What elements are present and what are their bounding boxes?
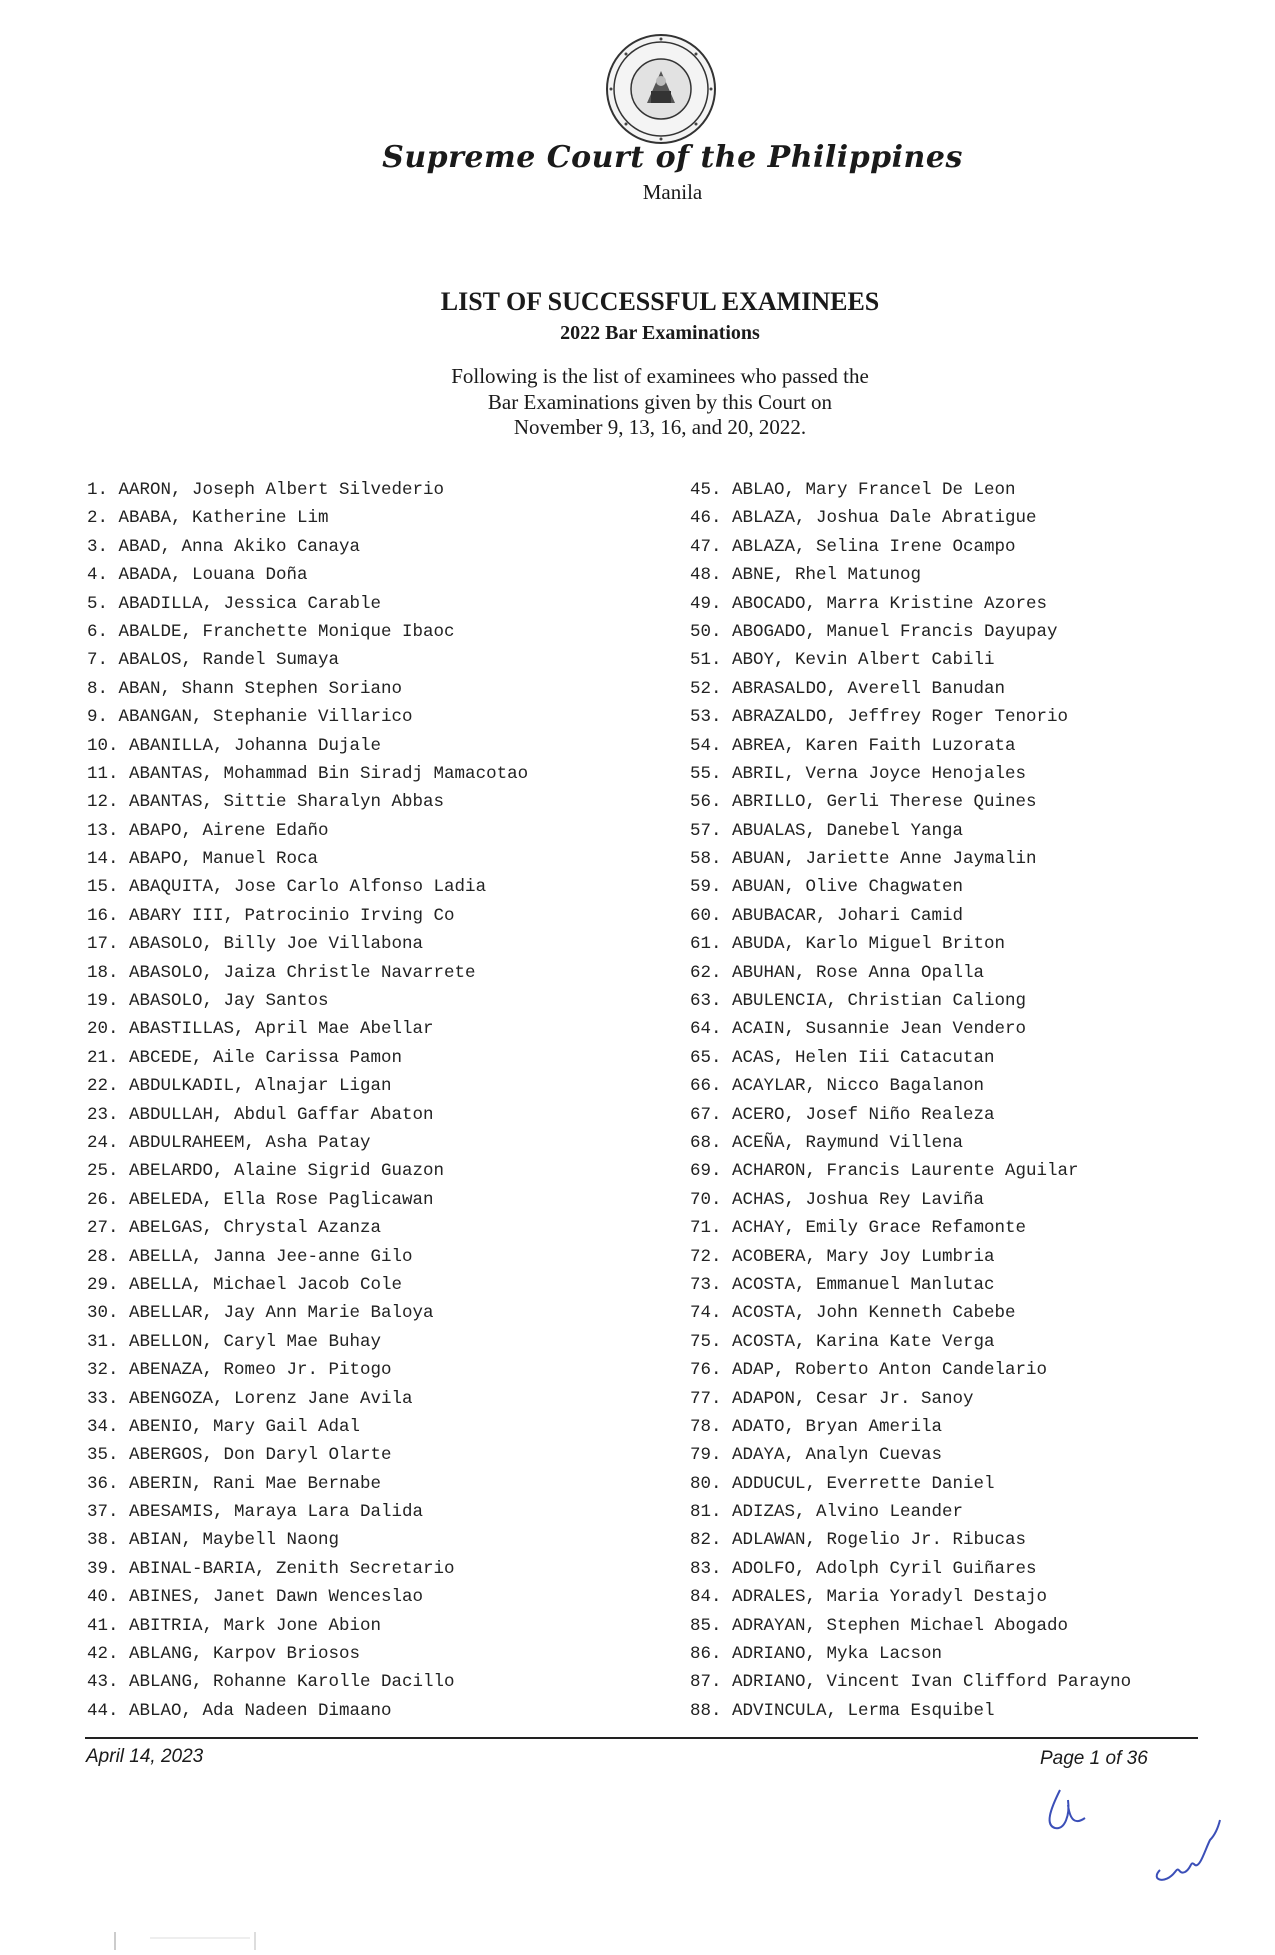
examinee-entry: 66. ACAYLAR, Nicco Bagalanon	[690, 1076, 985, 1097]
examinee-entry: 23. ABDULLAH, Abdul Gaffar Abaton	[87, 1104, 434, 1125]
intro-paragraph	[410, 364, 910, 441]
examinee-entry: 12. ABANTAS, Sittie Sharalyn Abbas	[87, 792, 445, 813]
examinee-entry: 68. ACEÑA, Raymund Villena	[690, 1132, 964, 1153]
examinee-entry: 36. ABERIN, Rani Mae Bernabe	[87, 1473, 382, 1494]
examinee-entry: 38. ABIAN, Maybell Naong	[87, 1530, 340, 1551]
examinee-entry: 47. ABLAZA, Selina Irene Ocampo	[690, 536, 1016, 557]
examinee-entry: 84. ADRALES, Maria Yoradyl Destajo	[690, 1587, 1048, 1608]
examinee-entry: 76. ADAP, Roberto Anton Candelario	[690, 1360, 1048, 1381]
supreme-court-seal-icon	[605, 33, 717, 145]
page-number: Page 1 of 36	[1040, 1748, 1148, 1769]
examinee-entry: 41. ABITRIA, Mark Jone Abion	[87, 1615, 382, 1636]
examinee-entry: 74. ACOSTA, John Kenneth Cabebe	[690, 1303, 1016, 1324]
examinee-entry: 26. ABELEDA, Ella Rose Paglicawan	[87, 1189, 434, 1210]
page-subtitle: 2022 Bar Examinations	[560, 322, 760, 344]
examinee-entry: 16. ABARY III, Patrocinio Irving Co	[87, 905, 455, 926]
examinee-entry: 6. ABALDE, Franchette Monique Ibaoc	[87, 621, 455, 642]
examinee-entry: 21. ABCEDE, Aile Carissa Pamon	[87, 1047, 403, 1068]
scan-artifact	[0, 1930, 1275, 1950]
examinee-entry: 10. ABANILLA, Johanna Dujale	[87, 735, 382, 756]
examinee-entry: 43. ABLANG, Rohanne Karolle Dacillo	[87, 1672, 455, 1693]
examinee-entry: 3. ABAD, Anna Akiko Canaya	[87, 536, 361, 557]
examinee-entry: 20. ABASTILLAS, April Mae Abellar	[87, 1019, 434, 1040]
examinee-entry: 63. ABULENCIA, Christian Caliong	[690, 991, 1027, 1012]
examinee-entry: 34. ABENIO, Mary Gail Adal	[87, 1416, 361, 1437]
examinee-entry: 42. ABLANG, Karpov Briosos	[87, 1644, 361, 1665]
examinee-entry: 55. ABRIL, Verna Joyce Henojales	[690, 763, 1027, 784]
examinee-entry: 56. ABRILLO, Gerli Therese Quines	[690, 792, 1037, 813]
examinee-entry: 65. ACAS, Helen Iii Catacutan	[690, 1047, 995, 1068]
examinee-entry: 64. ACAIN, Susannie Jean Vendero	[690, 1019, 1027, 1040]
examinee-entry: 1. AARON, Joseph Albert Silvederio	[87, 480, 445, 500]
examinee-entry: 46. ABLAZA, Joshua Dale Abratigue	[690, 508, 1037, 529]
examinee-entry: 29. ABELLA, Michael Jacob Cole	[87, 1274, 403, 1295]
examinee-entry: 59. ABUAN, Olive Chagwaten	[690, 877, 964, 898]
examinee-entry: 9. ABANGAN, Stephanie Villarico	[87, 707, 413, 728]
examinee-entry: 17. ABASOLO, Billy Joe Villabona	[87, 934, 424, 955]
examinee-entry: 79. ADAYA, Analyn Cuevas	[690, 1445, 943, 1466]
examinee-entry: 61. ABUDA, Karlo Miguel Briton	[690, 934, 1006, 955]
examinee-entry: 70. ACHAS, Joshua Rey Laviña	[690, 1189, 985, 1210]
examinee-entry: 57. ABUALAS, Danebel Yanga	[690, 820, 964, 841]
page-title: LIST OF SUCCESSFUL EXAMINEES	[440, 287, 880, 316]
examinee-entry: 22. ABDULKADIL, Alnajar Ligan	[87, 1076, 392, 1097]
court-city: Manila	[642, 180, 703, 204]
examinee-entry: 80. ADDUCUL, Everrette Daniel	[690, 1473, 995, 1494]
examinee-entry: 31. ABELLON, Caryl Mae Buhay	[87, 1331, 382, 1352]
examinee-entry: 25. ABELARDO, Alaine Sigrid Guazon	[87, 1161, 445, 1182]
examinee-entry: 28. ABELLA, Janna Jee-anne Gilo	[87, 1246, 413, 1267]
examinee-entry: 37. ABESAMIS, Maraya Lara Dalida	[87, 1502, 424, 1523]
examinee-entry: 14. ABAPO, Manuel Roca	[87, 849, 319, 870]
examinee-entry: 32. ABENAZA, Romeo Jr. Pitogo	[87, 1360, 392, 1381]
examinee-entry: 2. ABABA, Katherine Lim	[87, 508, 329, 529]
intro-line-3: November 9, 13, 16, and 20, 2022.	[513, 415, 807, 439]
examinee-entry: 81. ADIZAS, Alvino Leander	[690, 1502, 964, 1523]
examinee-entry: 73. ACOSTA, Emmanuel Manlutac	[690, 1274, 995, 1295]
examinee-entry: 13. ABAPO, Airene Edaño	[87, 820, 329, 841]
examinee-entry: 30. ABELLAR, Jay Ann Marie Baloya	[87, 1303, 434, 1324]
examinee-entry: 50. ABOGADO, Manuel Francis Dayupay	[690, 621, 1058, 642]
examinee-entry: 15. ABAQUITA, Jose Carlo Alfonso Ladia	[87, 877, 487, 898]
footer-divider	[85, 1737, 1198, 1739]
examinee-entry: 53. ABRAZALDO, Jeffrey Roger Tenorio	[690, 707, 1069, 728]
examinee-entry: 67. ACERO, Josef Niño Realeza	[690, 1104, 995, 1125]
examinee-entry: 5. ABADILLA, Jessica Carable	[87, 593, 382, 614]
examinee-entry: 72. ACOBERA, Mary Joy Lumbria	[690, 1246, 995, 1267]
examinee-entry: 40. ABINES, Janet Dawn Wenceslao	[87, 1587, 424, 1608]
examinee-entry: 62. ABUHAN, Rose Anna Opalla	[690, 962, 985, 983]
examinee-entry: 44. ABLAO, Ada Nadeen Dimaano	[87, 1700, 392, 1721]
examinee-entry: 82. ADLAWAN, Rogelio Jr. Ribucas	[690, 1530, 1027, 1551]
court-name: Supreme Court of the Philippines	[382, 140, 963, 175]
examinee-entry: 18. ABASOLO, Jaiza Christle Navarrete	[87, 962, 476, 983]
examinee-entry: 11. ABANTAS, Mohammad Bin Siradj Mamacotao	[87, 763, 529, 784]
examinee-entry: 51. ABOY, Kevin Albert Cabili	[690, 650, 995, 671]
examinee-entry: 54. ABREA, Karen Faith Luzorata	[690, 735, 1016, 756]
footer-date: April 14, 2023	[86, 1746, 204, 1767]
examinee-entry: 8. ABAN, Shann Stephen Soriano	[87, 678, 403, 699]
examinee-entry: 69. ACHARON, Francis Laurente Aguilar	[690, 1161, 1079, 1182]
examinee-entry: 49. ABOCADO, Marra Kristine Azores	[690, 593, 1048, 614]
examinee-entry: 27. ABELGAS, Chrystal Azanza	[87, 1218, 382, 1239]
examinee-entry: 78. ADATO, Bryan Amerila	[690, 1416, 943, 1437]
examinee-entry: 7. ABALOS, Randel Sumaya	[87, 650, 340, 671]
examinee-list-right	[690, 476, 1131, 1725]
examinee-entry: 33. ABENGOZA, Lorenz Jane Avila	[87, 1388, 413, 1409]
examinee-entry: 4. ABADA, Louana Doña	[87, 565, 308, 586]
examinee-entry: 35. ABERGOS, Don Daryl Olarte	[87, 1445, 392, 1466]
examinee-entry: 85. ADRAYAN, Stephen Michael Abogado	[690, 1615, 1069, 1636]
examinee-entry: 24. ABDULRAHEEM, Asha Patay	[87, 1132, 371, 1153]
examinee-list-left	[87, 476, 528, 1725]
examinee-entry: 52. ABRASALDO, Averell Banudan	[690, 678, 1006, 699]
examinee-entry: 58. ABUAN, Jariette Anne Jaymalin	[690, 849, 1037, 870]
examinee-entry: 45. ABLAO, Mary Francel De Leon	[690, 480, 1016, 500]
examinee-entry: 19. ABASOLO, Jay Santos	[87, 991, 329, 1012]
intro-line-1: Following is the list of examinees who passed the	[451, 364, 869, 388]
examinee-entry: 71. ACHAY, Emily Grace Refamonte	[690, 1218, 1027, 1239]
examinee-entry: 48. ABNE, Rhel Matunog	[690, 565, 922, 586]
examinee-entry: 39. ABINAL-BARIA, Zenith Secretario	[87, 1558, 455, 1579]
intro-line-2: Bar Examinations given by this Court on	[487, 389, 833, 414]
examinee-entry: 83. ADOLFO, Adolph Cyril Guiñares	[690, 1558, 1037, 1579]
examinee-entry: 86. ADRIANO, Myka Lacson	[690, 1644, 943, 1665]
examinee-entry: 87. ADRIANO, Vincent Ivan Clifford Parayno	[690, 1672, 1132, 1693]
examinee-entry: 77. ADAPON, Cesar Jr. Sanoy	[690, 1388, 974, 1409]
examinee-entry: 60. ABUBACAR, Johari Camid	[690, 905, 964, 926]
examinee-entry: 88. ADVINCULA, Lerma Esquibel	[690, 1700, 995, 1721]
handwritten-initials-icon	[1040, 1780, 1240, 1890]
examinee-entry: 75. ACOSTA, Karina Kate Verga	[690, 1331, 995, 1352]
